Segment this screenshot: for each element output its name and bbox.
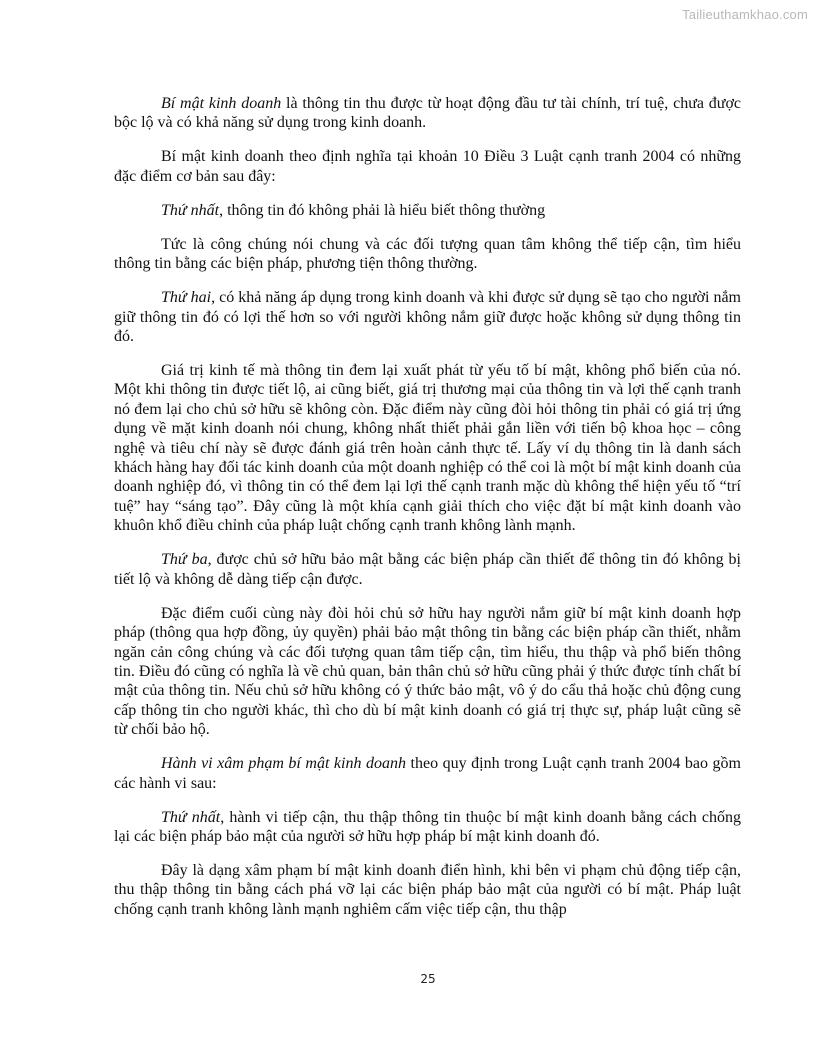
paragraph-lead: Thứ ba bbox=[161, 551, 208, 569]
watermark-text: Tailieuthamkhao.com bbox=[682, 7, 808, 22]
paragraph-text: Đây là dạng xâm phạm bí mật kinh doanh điển hình, khi bên vi phạm chủ động tiếp cận, thu thập thông tin bằng cách phá vỡ lại các biện pháp bảo mật của người có bí mật. Pháp luật chống cạnh tranh không lành mạnh nghiêm cấm việc tiếp cận, thu thập bbox=[114, 861, 741, 918]
paragraph-6 bbox=[114, 361, 741, 536]
paragraph-text: , thông tin đó không phải là hiểu biết thông thường bbox=[219, 201, 546, 219]
paragraph-9 bbox=[114, 754, 741, 793]
paragraph-4 bbox=[114, 235, 741, 274]
page-body bbox=[114, 94, 741, 934]
paragraph-text: Tức là công chúng nói chung và các đối tượng quan tâm không thể tiếp cận, tìm hiểu thông tin bằng các biện pháp, phương tiện thông thường. bbox=[114, 235, 741, 273]
paragraph-3 bbox=[114, 201, 741, 220]
paragraph-1 bbox=[114, 94, 741, 133]
paragraph-lead: Thứ nhất bbox=[161, 808, 221, 826]
paragraph-8 bbox=[114, 604, 741, 740]
paragraph-text: , có khả năng áp dụng trong kinh doanh và khi được sử dụng sẽ tạo cho người nắm giữ thông tin đó có lợi thế hơn so với người không nắm giữ được hoặc không sử dụng thông tin đó. bbox=[114, 289, 741, 346]
paragraph-text: Đặc điểm cuối cùng này đòi hỏi chủ sở hữu hay người nắm giữ bí mật kinh doanh hợp pháp (thông qua hợp đồng, ủy quyền) phải bảo mật thông tin bằng các biện pháp cần thiết, nhằm ngăn cản công chúng và các đối tượng quan tâm tiếp cận, tìm hiểu, thu thập và phổ biến thông tin. Điều đó cũng có nghĩa là về chủ quan, bản thân chủ sở hữu cũng phải ý thức được tính chất bí mật của thông tin. Nếu chủ sở hữu không có ý thức bảo mật, vô ý do cẩu thả hoặc chủ động cung cấp thông tin cho người khác, thì cho dù bí mật kinh doanh có giá trị thực sự, pháp luật cũng sẽ từ chối bảo hộ. bbox=[114, 604, 741, 739]
paragraph-11 bbox=[114, 861, 741, 919]
paragraph-lead: Hành vi xâm phạm bí mật kinh doanh bbox=[161, 755, 406, 773]
paragraph-text: là thông tin thu được từ hoạt động đầu tư tài chính, trí tuệ, chưa được bộc lộ và có khả năng sử dụng trong kinh doanh. bbox=[114, 95, 742, 132]
paragraph-lead: Thứ hai bbox=[161, 289, 212, 307]
paragraph-2 bbox=[114, 147, 741, 186]
paragraph-text: Giá trị kinh tế mà thông tin đem lại xuất phát từ yếu tố bí mật, không phổ biến của nó. Một khi thông tin được tiết lộ, ai cũng biết, giá trị thương mại của thông tin và lợi thế cạnh tranh nó đem lại cho chủ sở hữu sẽ không còn. Đặc điểm này cũng đòi hỏi thông tin phải có giá trị ứng dụng về mặt kinh doanh nói chung, không nhất thiết phải gắn liền với tiến bộ khoa học – công nghệ và tiêu chí này sẽ được đánh giá trên hoàn cảnh thực tế. Lấy ví dụ thông tin là danh sách khách hàng hay đối tác kinh doanh của một doanh nghiệp có thể coi là một bí mật kinh doanh của doanh nghiệp đó, vì thông tin có thể đem lại lợi thế cạnh tranh mặc dù không thể hiện yếu tố “trí tuệ” hay “sáng tạo”. Đây cũng là một khía cạnh giải thích cho việc đặt bí mật kinh doanh vào khuôn khổ điều chỉnh của pháp luật chống cạnh tranh không lành mạnh. bbox=[114, 362, 741, 535]
page-number: 25 bbox=[420, 972, 436, 986]
paragraph-5 bbox=[114, 288, 741, 346]
paragraph-text: theo quy định trong Luật cạnh tranh 2004 bao gồm các hành vi sau: bbox=[114, 755, 741, 792]
paragraph-7 bbox=[114, 550, 741, 589]
paragraph-10 bbox=[114, 808, 741, 847]
paragraph-lead: Thứ nhất bbox=[161, 201, 220, 219]
paragraph-text: Bí mật kinh doanh theo định nghĩa tại khoản 10 Điều 3 Luật cạnh tranh 2004 có những đặc điểm cơ bản sau đây: bbox=[114, 148, 741, 185]
paragraph-lead: Bí mật kinh doanh bbox=[161, 95, 282, 112]
paragraph-text: , hành vi tiếp cận, thu thập thông tin thuộc bí mật kinh doanh bằng cách chống lại các biện pháp bảo mật của người sở hữu hợp pháp bí mật kinh doanh đó. bbox=[114, 808, 742, 845]
paragraph-text: , được chủ sở hữu bảo mật bằng các biện pháp cần thiết để thông tin đó không bị tiết lộ và không dễ dàng tiếp cận được. bbox=[114, 551, 741, 588]
